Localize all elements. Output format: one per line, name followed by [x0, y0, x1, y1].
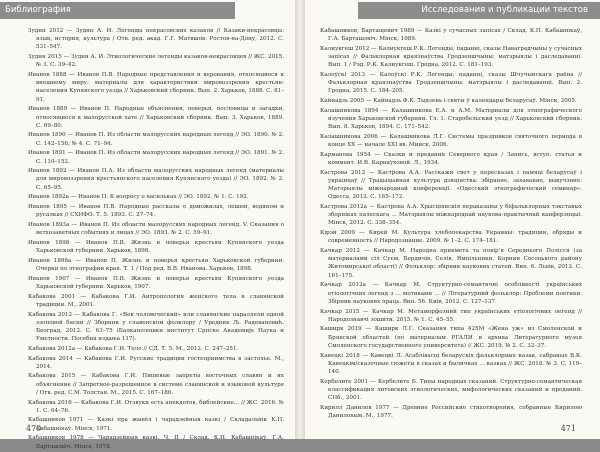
bibliography-entry: Калоўскі 2013 — Калоўскі Р.К. Легенды, паданні, сказы Шчучынскага раёна // Фальклорная краязнаўства Гродзеншчыны: матэрыялы і даследаванні. Вып. 2. Гродна, 2015. С. 184–205. [320, 72, 582, 95]
bibliography-entry: Иванов 1891 — Иванов П. Из области малорусских народных легенд // ЭО. 1891. № 2. С. 110–152. [28, 150, 284, 165]
bibliography-entry: Карманова 1954 — Сказки и предания Северного края / Запись, вступ. статья и коммент. И.В. Карнауховой. Л., 1934. [320, 151, 582, 167]
bibliography-entry: Иванов 1907 — Иванов П.В. Жизнь и поверья крестьян Купянского уезда Харьковской губернии. Харьков, 1907. [28, 275, 284, 290]
bibliography-entry: Калашникова 2006 — Калашникова Л.Г. Системы праздников святочного периода в конце XX — начале XXI вв. Минск, 2006. [320, 133, 582, 149]
bibliography-entry: Кастрова 2012а — Кастрова А.А. Хрысціянскія пераказаны у біфальклорных тэкставых зборніках палескага ... Матэрыялы міжнароднай наукова-практычнай канферэнцыі. Мінск, 2012. С. 338–354. [320, 204, 582, 227]
bibliography-entry: Иванов 1898 — Иванов П.В. Жизнь и поверья крестьян Купянского уезда Харьковской губернии. Харьков, 1898. [28, 239, 284, 255]
bibliography-entry: Иванов 1893а — Иванов П. Из области малорусских народных легенд. V. Сказания о ветхозаветных событиях и лицах // ЭО. 1893. № 2. С. 59–91. [28, 221, 284, 237]
bibliography-entry: Качкар 2012а — Качкар М. Структурно-семантичні особливості українських етіологічних легенд з ... мотивами ... // Літературний фольклор: Проблеми поетики. Збірник наукових праць. Вип. 56. Київ, 2012. С. 127–137. [320, 282, 582, 305]
bibliography-entry: Иванов 1888 — Иванов П.В. Народные представления и верования, относящиеся к внешнему миру: материалы для характеристики мировоззрения крестьян-населения Купянского уезда // Харьковский сборник. Вып. 2. Харьков, 1888. С. 81–91. [28, 72, 284, 103]
bibliography-entry: Каширк 2019 — Каширк Л.Г. Сказания типа 425М «Жена уж» из Смоленской и Брянской областей (по материалам РГАЛИ и архива Литературного музея Смоленского государственного университета) // ЖС. 2019. № 2. С. 32–37. [320, 326, 582, 349]
bibliography-entry: Кабакова 2001 — Кабакова Г.И. Антропология женского тела в славянской традиции. М., 2001. [28, 293, 284, 308]
bibliography-entry: Кабашников 1978 — Чарадзейныя казкі. Ч. II / Склад. К.П. Кабашнікаў, Г.А. Барташэвіч. Мінск, 1978. [28, 435, 284, 450]
bibliography-entry: Кабашников, Бартащевич 1989 — Казкі у сучасных запісах / Склад. К.П. Кабашнікаў, Г.А. Барташэвіч. Мінск, 1989. [320, 28, 582, 43]
bibliography-entry: Калиукгеш 2012 — Калиукгеш Р.К. Легенды, паданні, сказы Наваградчыны у сучасных запісах // Фальклорная краязнаўства Гродзеншчыны: матэрыялы і даследаванні. Вып. 1 / Рэд. Р.К. Калиукгеш. Гродна, 2012. С. 181–193. [320, 45, 582, 69]
bibliography-entry: Кабакова 2012а — Кабакова Г.И. Тело // СД. Т. 5. М., 2012. С. 247–251. [28, 345, 239, 352]
left-bibliography-list [28, 27, 284, 452]
bibliography-entry: Кабакова 2014 — Кабакова Г.И. Русские традиции гостеприимства в застолье. М., 2014. [28, 355, 284, 370]
bibliography-entry: Иванов 1892а — Иванов П. К вопросу о васильках // ЭО. 1892. № 1. С. 192. [28, 194, 249, 201]
left-running-header: Библиография [0, 2, 235, 19]
bibliography-entry: Иванов 1892 — Иванов П.А. Из области малорусских народных легенд (материалы для мировоззрения крестьянского населения Купянского уезда) // ЭО. 1892. № 2. С. 65–95. [28, 168, 284, 191]
bibliography-entry: Кайнадзь 2005 — Кайнадзь Ф.К. Тыдзень і святы ў календары беларусаў. Мінск, 2005. [320, 98, 577, 105]
bibliography-entry: Кабакова 2016 — Кабакова Г.И. Отзвуки есть анекдотов, библейские... // ЖС. 2016. № 1. С. 64–76. [28, 399, 284, 414]
bibliography-entry: Калашникова 1894 — Калашникова Е.А. и А.М. Материалы для этнографического изучения Харьковской губернии. Гл. 1. Старобельский уезд // Харьковский сборник. Вып. 8. Харьков, 1894. С. 171–542. [320, 107, 582, 131]
bibliography-entry: Зуднн 2015 — Зуднн А. И. Этиологические легенды казаков-некрасовцев // ЖС. 2015. № 3. С. 39–42. [28, 54, 284, 69]
left-page-number: 470 [26, 424, 42, 433]
right-running-header: Исследования и публикации текстов [358, 2, 600, 19]
left-page [0, 0, 295, 450]
right-bibliography-list [320, 27, 582, 422]
bibliography-entry: Качкар 2015 — Качкар М. Метаморфозний тип українських етіологічних легенд // Народознавчі зошити. 2015. № 1. С. 45–55. [320, 308, 582, 323]
bibliography-entry: Кірэй 2009 — Кирей М. Культура хлебопекарства Украины: традиции, обряды и современность // Народознание. 2009. № 1–2. С. 174–181. [320, 230, 582, 245]
bibliography-entry: Кабакова 2015 — Кабакова Г.И. Пищевые запреты восточных славян и их объяснение // Запретное-разрешенное в системе славянской и языковой культуре / Отв. ред. С.М. Толстая. М., 2015. С. 167–186. [28, 373, 284, 396]
bibliography-entry: Кастрова 2012 — Кастрова А.А. Расскажи свет у пересказах і памяці беларусаў і украінцаў // Традыцыйная культура дзяцінства: збіранне, захаванне, вывучэнне. Матэрыялы міжнароднай конференції. «Одесский этнографический семинар». Одесса, 2012. С. 165–172. [320, 169, 582, 201]
bibliography-entry: Зуднн 2012 — Зуднн А. И. Легенды некрасовских казаков // Казаки-некрасовцы: язык, история, культура / Отв. ред. акад. Г.Г. Матвшов. Ростов-на-Дону, 2012. С. 531–547. [28, 28, 284, 51]
bibliography-entry: Иванов 1889 — Иванов П. Народные объяснения, поверья, пословицы и загадки, относящиеся к малорусской хате // Харьковский сборник. Вып. 3. Харьков, 1889. С. 69–80. [28, 106, 284, 129]
bibliography-entry: Кабашников 1971 — Казкі пра жывёл і чарадзейныя казкі / Складальнік К.П. Кабашнікаў. Мінск, 1971. [28, 417, 284, 432]
bibliography-entry: Кирилл Данилов 1977 — Древние Российские стихотворения, собранные Кирилою Даниловым. М., 1977. [320, 404, 582, 419]
right-page-number: 471 [560, 424, 576, 433]
bibliography-entry: Кавецкі 2018 — Кавецкі Л. Асаблівасці беларускіх фальклорных казак, сабраных В.К. Кавецкім/сказочные сюжеты в сказах и быличках ... казках // ЖС. 2018. № 3. С. 119–140. [320, 352, 582, 375]
bibliography-entry: Иванов 1898а — Иванов П. Жизнь и поверья крестьян Харьковской губернии. Очерки по этнографии края. Т. 1 / Под ред. В.В. Иванова. Харьков, 1898. [28, 257, 284, 272]
bibliography-entry: Кербелите 2001 — Кербелите Б. Типы народных сказаний. Структурно-семантическая классификация литовских этиологических, мифологических сказаний и преданий. СПб., 2001. [320, 378, 582, 402]
bibliography-entry: Качкар 2012 — Качкар М. Народна прикмета та повір’я Середнього Полісся (за материалами сіл Суєм, Бердичів, Селів, Ямпільники, Корнин Сосоцького району Житомирської області) // Фольклор: збірник наукових статей. Вип. 6. Львів, 2012. С. 161–175. [320, 248, 582, 279]
right-page [305, 0, 600, 439]
bibliography-entry: Иванов 1895 — Иванов П.В. Народные рассказы о доможилах, лешем, водяном и русалках // СХИФО. Т. 5. 1893. С. 27–74. [28, 204, 284, 219]
bibliography-entry: Иванов 1890 — Иванов П. Из области малорусских народных легенд // ЭО. 1890. № 2. С. 142–156; № 4. С. 71–94. [28, 132, 284, 147]
book-gutter [295, 0, 305, 439]
bibliography-entry: Кабакова 2012 — Кабакова Г. «Век человеческий» или славянские параллели одной эзоповой басни // Зборник у славенском фолклору / Уредник Љ. Радевановић. Београд, 2012. С. 63–75 (Балканолошки институт Српске Академије Наука и Уметности. Посебна издања 117). [28, 311, 284, 343]
